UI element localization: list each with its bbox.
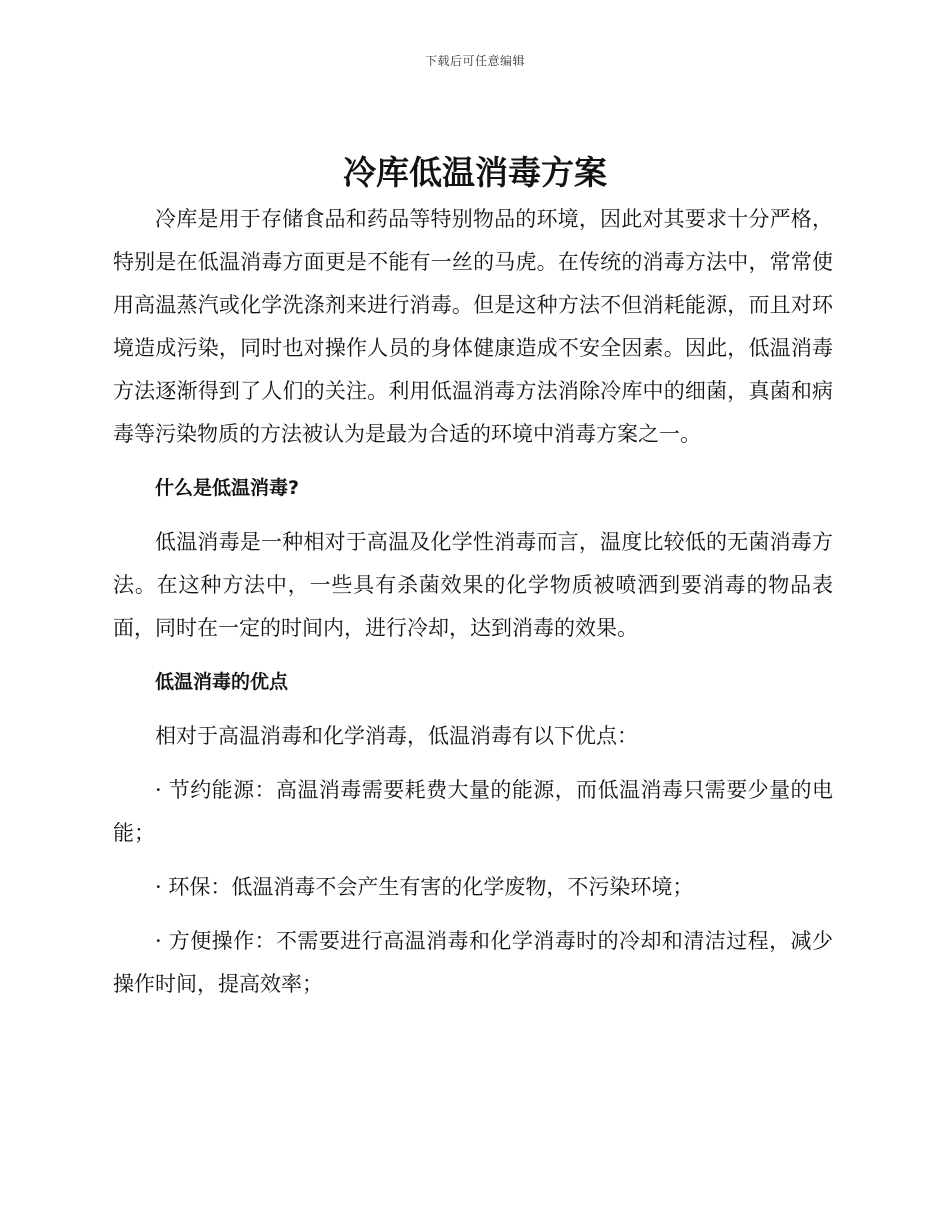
section-heading-what-is: 什么是低温消毒? [155,477,300,499]
advantage-item-eco: · 环保：低温消毒不会产生有害的化学废物，不污染环境； [155,875,694,899]
advantage-item-energy: · 节约能源：高温消毒需要耗费大量的能源，而低温消毒只需要少量的电能； [113,778,833,845]
document-title: 冷库低温消毒方案 [343,153,607,192]
advantages-intro: 相对于高温消毒和化学消毒，低温消毒有以下优点： [155,724,638,748]
definition-paragraph: 低温消毒是一种相对于高温及化学性消毒而言，温度比较低的无菌消毒方法。在这种方法中，一些具有杀菌效果的化学物质被喷洒到要消毒的物品表面，同时在一定的时间内，进行冷却，达到消毒的效果。 [113,530,833,640]
section-heading-advantages: 低温消毒的优点 [155,671,289,693]
advantage-item-convenience: · 方便操作：不需要进行高温消毒和化学消毒时的冷却和清洁过程，减少操作时间，提高效率； [113,929,833,996]
intro-paragraph: 冷库是用于存储食品和药品等特别物品的环境，因此对其要求十分严格，特别是在低温消毒方面更是不能有一丝的马虎。在传统的消毒方法中，常常使用高温蒸汽或化学洗涤剂来进行消毒。但是这种方法不但消耗能源，而且对环境造成污染，同时也对操作人员的身体健康造成不安全因素。因此，低温消毒方法逐渐得到了人们的关注。利用低温消毒方法消除冷库中的细菌，真菌和病毒等污染物质的方法被认为是最为合适的环境中消毒方案之一。 [113,207,833,446]
document-body [113,198,833,1017]
page-header-note: 下载后可任意编辑 [424,54,525,68]
